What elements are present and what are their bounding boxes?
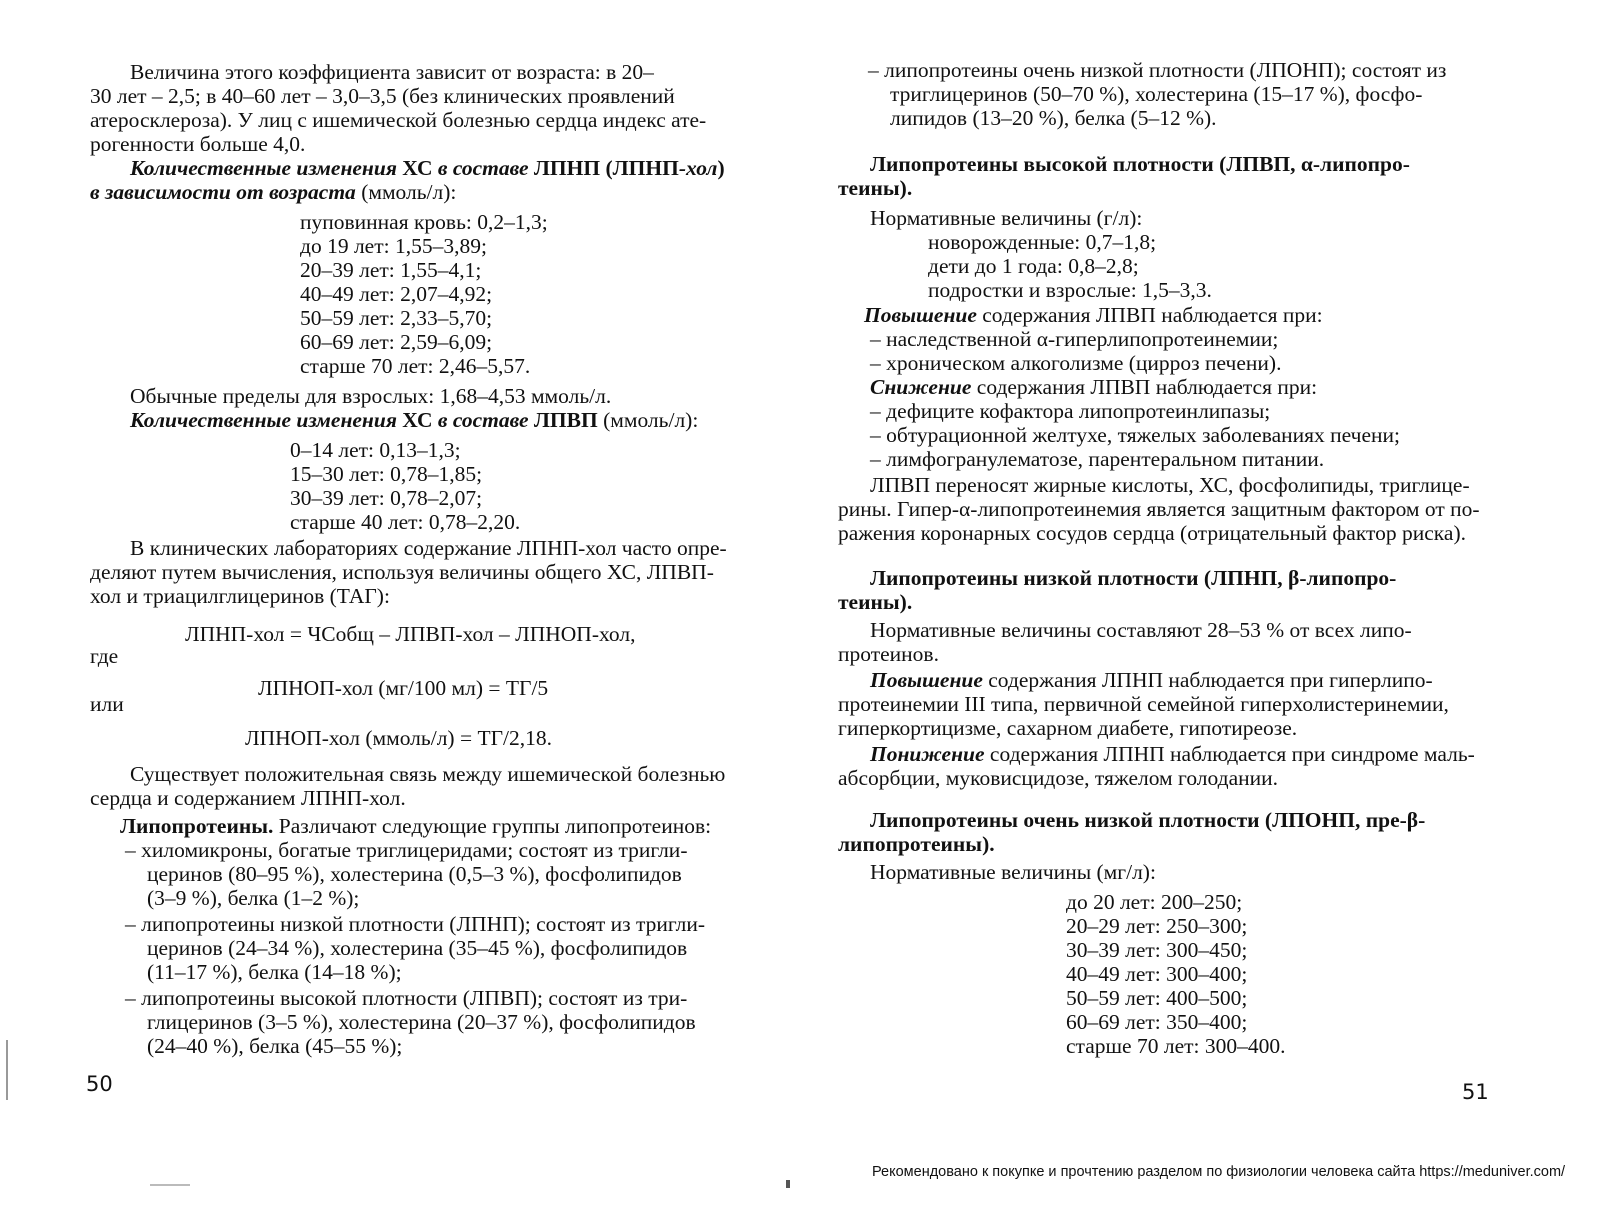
list-item: 40–49 лет: 300–400; (1066, 962, 1248, 986)
list-item: 40–49 лет: 2,07–4,92; (300, 282, 493, 306)
list-item: – липопротеины высокой плотности (ЛПВП); состоят из три- (125, 986, 688, 1010)
list-item: – липопротеины низкой плотности (ЛПНП); состоят из тригли- (125, 912, 706, 936)
page-number: 50 (86, 1072, 113, 1096)
emphasis-text: Количественные изменения (130, 156, 397, 180)
text-line: церинов (80–95 %), холестерина (0,5–3 %), фосфолипидов (147, 862, 682, 886)
list-item: 30–39 лет: 300–450; (1066, 938, 1248, 962)
list-item: 50–59 лет: 400–500; (1066, 986, 1248, 1010)
text-line: Величина этого коэффициента зависит от возраста: в 20– (130, 60, 654, 84)
text-line: рины. Гипер-α-липопротеинемия является защитным фактором от по- (838, 497, 1480, 521)
text-line: ражения коронарных сосудов сердца (отрицательный фактор риска). (838, 521, 1466, 545)
list-item: 15–30 лет: 0,78–1,85; (290, 462, 483, 486)
emphasis-text: ХС (402, 156, 433, 180)
list-item: – липопротеины очень низкой плотности (ЛПОНП); состоят из (868, 58, 1447, 82)
text-line: церинов (24–34 %), холестерина (35–45 %), фосфолипидов (147, 936, 688, 960)
emphasis-text: -хол (678, 156, 718, 180)
scan-mark (150, 1184, 190, 1186)
text-line: 30 лет – 2,5; в 40–60 лет – 3,0–3,5 (без клинических проявлений (90, 84, 675, 108)
text-line: сердца и содержанием ЛПНП-хол. (90, 786, 406, 810)
text-line: триглицеринов (50–70 %), холестерина (15–17 %), фосфо- (890, 82, 1423, 106)
text-line: Снижение содержания ЛПВП наблюдается при: (870, 375, 1318, 399)
text-line: Нормативные величины (г/л): (870, 206, 1143, 230)
text-line: где (90, 644, 119, 668)
text-line: ЛПВП переносят жирные кислоты, ХС, фосфолипиды, триглице- (870, 473, 1470, 497)
list-item: старше 40 лет: 0,78–2,20. (290, 510, 521, 534)
text-line: Повышение содержания ЛПНП наблюдается при гиперлипо- (870, 668, 1433, 692)
list-item: новорожденные: 0,7–1,8; (928, 230, 1157, 254)
list-item: до 20 лет: 200–250; (1066, 890, 1243, 914)
list-item: подростки и взрослые: 1,5–3,3. (928, 278, 1212, 302)
text-line: Понижение содержания ЛПНП наблюдается при синдроме маль- (870, 742, 1475, 766)
emphasis-text: в составе (437, 156, 529, 180)
paragraph-heading: Липопротеины. Различают следующие группы липопротеинов: (120, 814, 712, 838)
section-heading: Липопротеины очень низкой плотности (ЛПОНП, пре-β- (870, 808, 1426, 832)
list-item: пуповинная кровь: 0,2–1,3; (300, 210, 548, 234)
text-line: Нормативные величины (мг/л): (870, 860, 1156, 884)
list-item: 60–69 лет: 2,59–6,09; (300, 330, 493, 354)
text-line: абсорбции, муковисцидозе, тяжелом голодании. (838, 766, 1279, 790)
text-line: хол и триацилглицеринов (ТАГ): (90, 584, 390, 608)
emphasis-text: Повышение (870, 668, 983, 692)
emphasis-text: Повышение (864, 303, 977, 327)
formula: ЛПНП-хол = ЧСобщ – ЛПВП-хол – ЛПНОП-хол, (185, 622, 636, 646)
right-page (800, 0, 1600, 1217)
list-item: 0–14 лет: 0,13–1,3; (290, 438, 461, 462)
footer-note: Рекомендовано к покупке и прочтению разделом по физиологии человека сайта https://meduniver.com/ (872, 1164, 1566, 1180)
emphasis-text: ЛПВП (533, 408, 598, 432)
section-heading: Липопротеины высокой плотности (ЛПВП, α-липопро- (870, 152, 1410, 176)
text-line: липидов (13–20 %), белка (5–12 %). (890, 106, 1217, 130)
list-item: 20–39 лет: 1,55–4,1; (300, 258, 482, 282)
list-item: – хроническом алкоголизме (цирроз печени). (870, 351, 1282, 375)
section-heading: теины). (838, 590, 913, 614)
text-line: деляют путем вычисления, используя величины общего ХС, ЛПВП- (90, 560, 714, 584)
section-heading: теины). (838, 176, 913, 200)
text-line: или (90, 692, 124, 716)
scan-mark (6, 1040, 8, 1100)
section-heading: Количественные изменения ХС в составе ЛПВП (ммоль/л): (130, 408, 699, 432)
text-line: (11–17 %), белка (14–18 %); (147, 960, 402, 984)
text-line: рогенности больше 4,0. (90, 132, 306, 156)
emphasis-text: Липопротеины. (120, 814, 274, 838)
formula: ЛПНОП-хол (ммоль/л) = ТГ/2,18. (245, 726, 552, 750)
section-heading: Липопротеины низкой плотности (ЛПНП, β-липопро- (870, 566, 1397, 590)
emphasis-text: ) (717, 156, 725, 180)
list-item: 60–69 лет: 350–400; (1066, 1010, 1248, 1034)
emphasis-text: в составе (437, 408, 529, 432)
list-item: – лимфогранулематозе, парентеральном питании. (870, 447, 1325, 471)
text-line: протеинов. (838, 642, 939, 666)
text-line: глицеринов (3–5 %), холестерина (20–37 %), фосфолипидов (147, 1010, 696, 1034)
text-line: Существует положительная связь между ишемической болезнью (130, 762, 726, 786)
list-item: 20–29 лет: 250–300; (1066, 914, 1248, 938)
list-item: до 19 лет: 1,55–3,89; (300, 234, 487, 258)
section-heading: липопротеины). (838, 832, 995, 856)
list-item: старше 70 лет: 300–400. (1066, 1034, 1286, 1058)
section-heading (130, 156, 725, 181)
list-item: – хиломикроны, богатые триглицеридами; состоят из тригли- (125, 838, 688, 862)
text-line: атеросклероза). У лиц с ишемической болезнью сердца индекс ате- (90, 108, 707, 132)
list-item: 30–39 лет: 0,78–2,07; (290, 486, 483, 510)
text-line: протеинемии III типа, первичной семейной гиперхолистеринемии, (838, 692, 1449, 716)
list-item: 50–59 лет: 2,33–5,70; (300, 306, 493, 330)
list-item: дети до 1 года: 0,8–2,8; (928, 254, 1139, 278)
list-item: – дефиците кофактора липопротеинлипазы; (870, 399, 1271, 423)
emphasis-text: ХС (402, 408, 433, 432)
list-item: – наследственной α-гиперлипопротеинемии; (870, 327, 1279, 351)
list-item: – обтурационной желтухе, тяжелых заболеваниях печени; (870, 423, 1401, 447)
text-line: (3–9 %), белка (1–2 %); (147, 886, 360, 910)
emphasis-text: Снижение (870, 375, 972, 399)
emphasis-text: в зависимости от возраста (90, 180, 356, 204)
emphasis-text: Понижение (870, 742, 985, 766)
section-heading: в зависимости от возраста (ммоль/л): (90, 180, 457, 204)
emphasis-text: Количественные изменения (130, 408, 397, 432)
text-line: Нормативные величины составляют 28–53 % от всех липо- (870, 618, 1412, 642)
scan-mark (786, 1180, 790, 1188)
text-line: гиперкортицизме, сахарном диабете, гипотиреозе. (838, 716, 1298, 740)
list-item: старше 70 лет: 2,46–5,57. (300, 354, 531, 378)
text-line: (24–40 %), белка (45–55 %); (147, 1034, 403, 1058)
text-line: В клинических лабораториях содержание ЛПНП-хол часто опре- (130, 536, 727, 560)
emphasis-text: ЛПНП (ЛПНП (533, 156, 679, 180)
formula: ЛПНОП-хол (мг/100 мл) = ТГ/5 (258, 676, 549, 700)
text-line: Повышение содержания ЛПВП наблюдается при: (864, 303, 1323, 327)
text-line: Обычные пределы для взрослых: 1,68–4,53 ммоль/л. (130, 384, 612, 408)
page-number: 51 (1462, 1080, 1489, 1104)
